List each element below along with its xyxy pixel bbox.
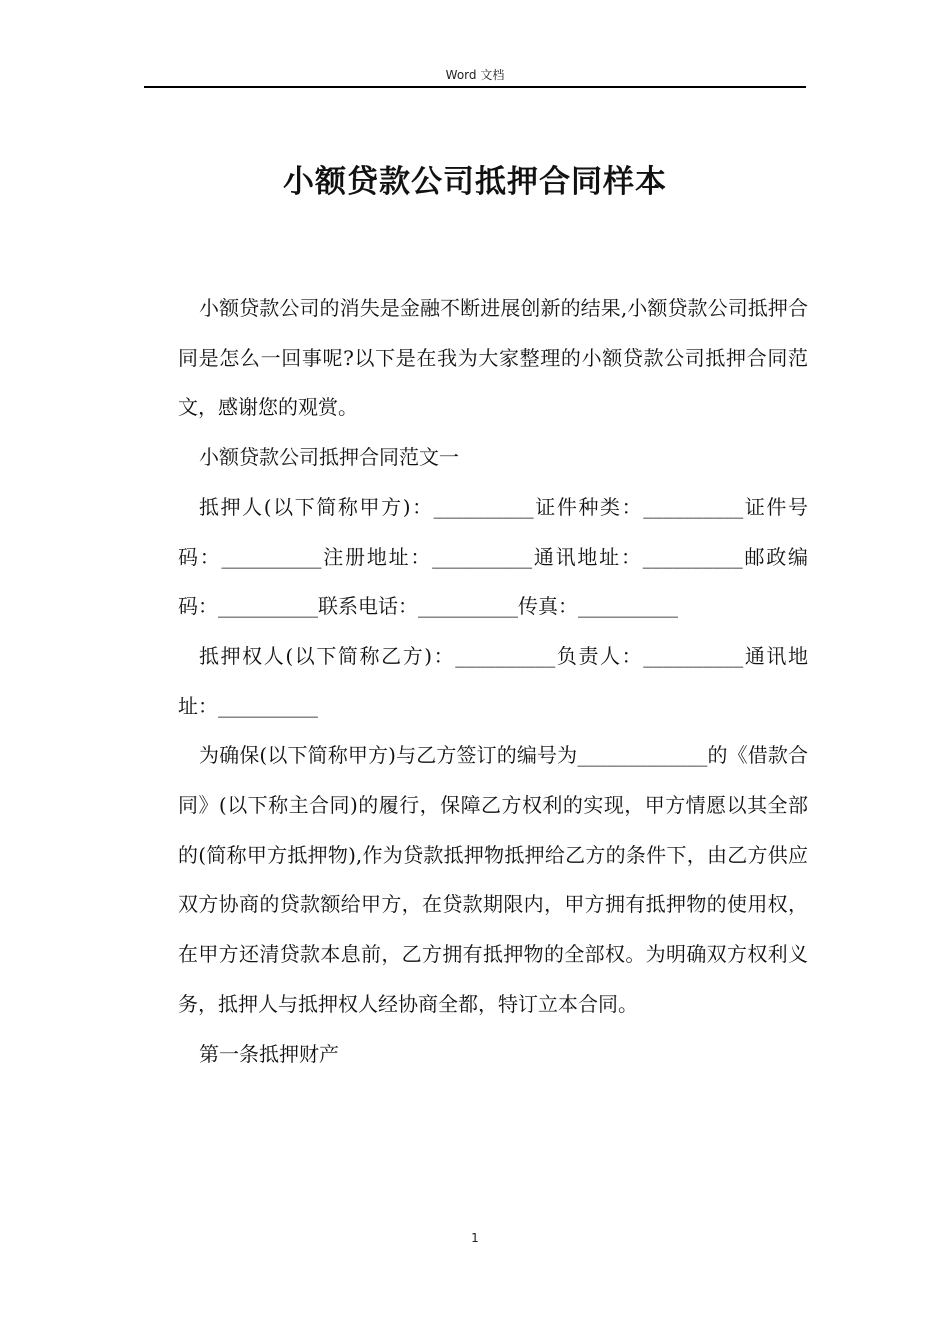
document-body [178,284,808,1079]
paragraph-intro: 小额贷款公司的消失是金融不断进展创新的结果,小额贷款公司抵押合同是怎么一回事呢?以下是在我为大家整理的小额贷款公司抵押合同范文，感谢您的观赏。 [178,296,808,420]
paragraph-mortgagee-info: 抵押权人(以下简称乙方)：__________负责人：__________通讯地址：__________ [178,643,808,718]
paragraph-section-heading: 小额贷款公司抵押合同范文一 [199,445,459,470]
paragraph-article-one: 第一条抵押财产 [199,1041,339,1066]
document-title: 小额贷款公司抵押合同样本 [283,164,667,200]
page-number: 1 [471,1231,479,1245]
paragraph-mortgagor-info: 抵押人(以下简称甲方)：__________证件种类：__________证件号码：__________注册地址：__________通讯地址：__________邮政编码：__________联系电话：__________传真：__________ [178,494,808,619]
header-label: Word 文档 [445,68,505,82]
paragraph-purpose: 为确保(以下简称甲方)与乙方签订的编号为_____________的《借款合同》(以下称主合同)的履行，保障乙方权利的实现，甲方情愿以其全部的(简称甲方抵押物),作为贷款抵押物抵押给乙方的条件下，由乙方供应双方协商的贷款额给甲方，在贷款期限内，甲方拥有抵押物的使用权，在甲方还清贷款本息前，乙方拥有抵押物的全部权。为明确双方权利义务，抵押人与抵押权人经协商全都，特订立本合同。 [178,743,808,1016]
header-divider [144,86,806,88]
